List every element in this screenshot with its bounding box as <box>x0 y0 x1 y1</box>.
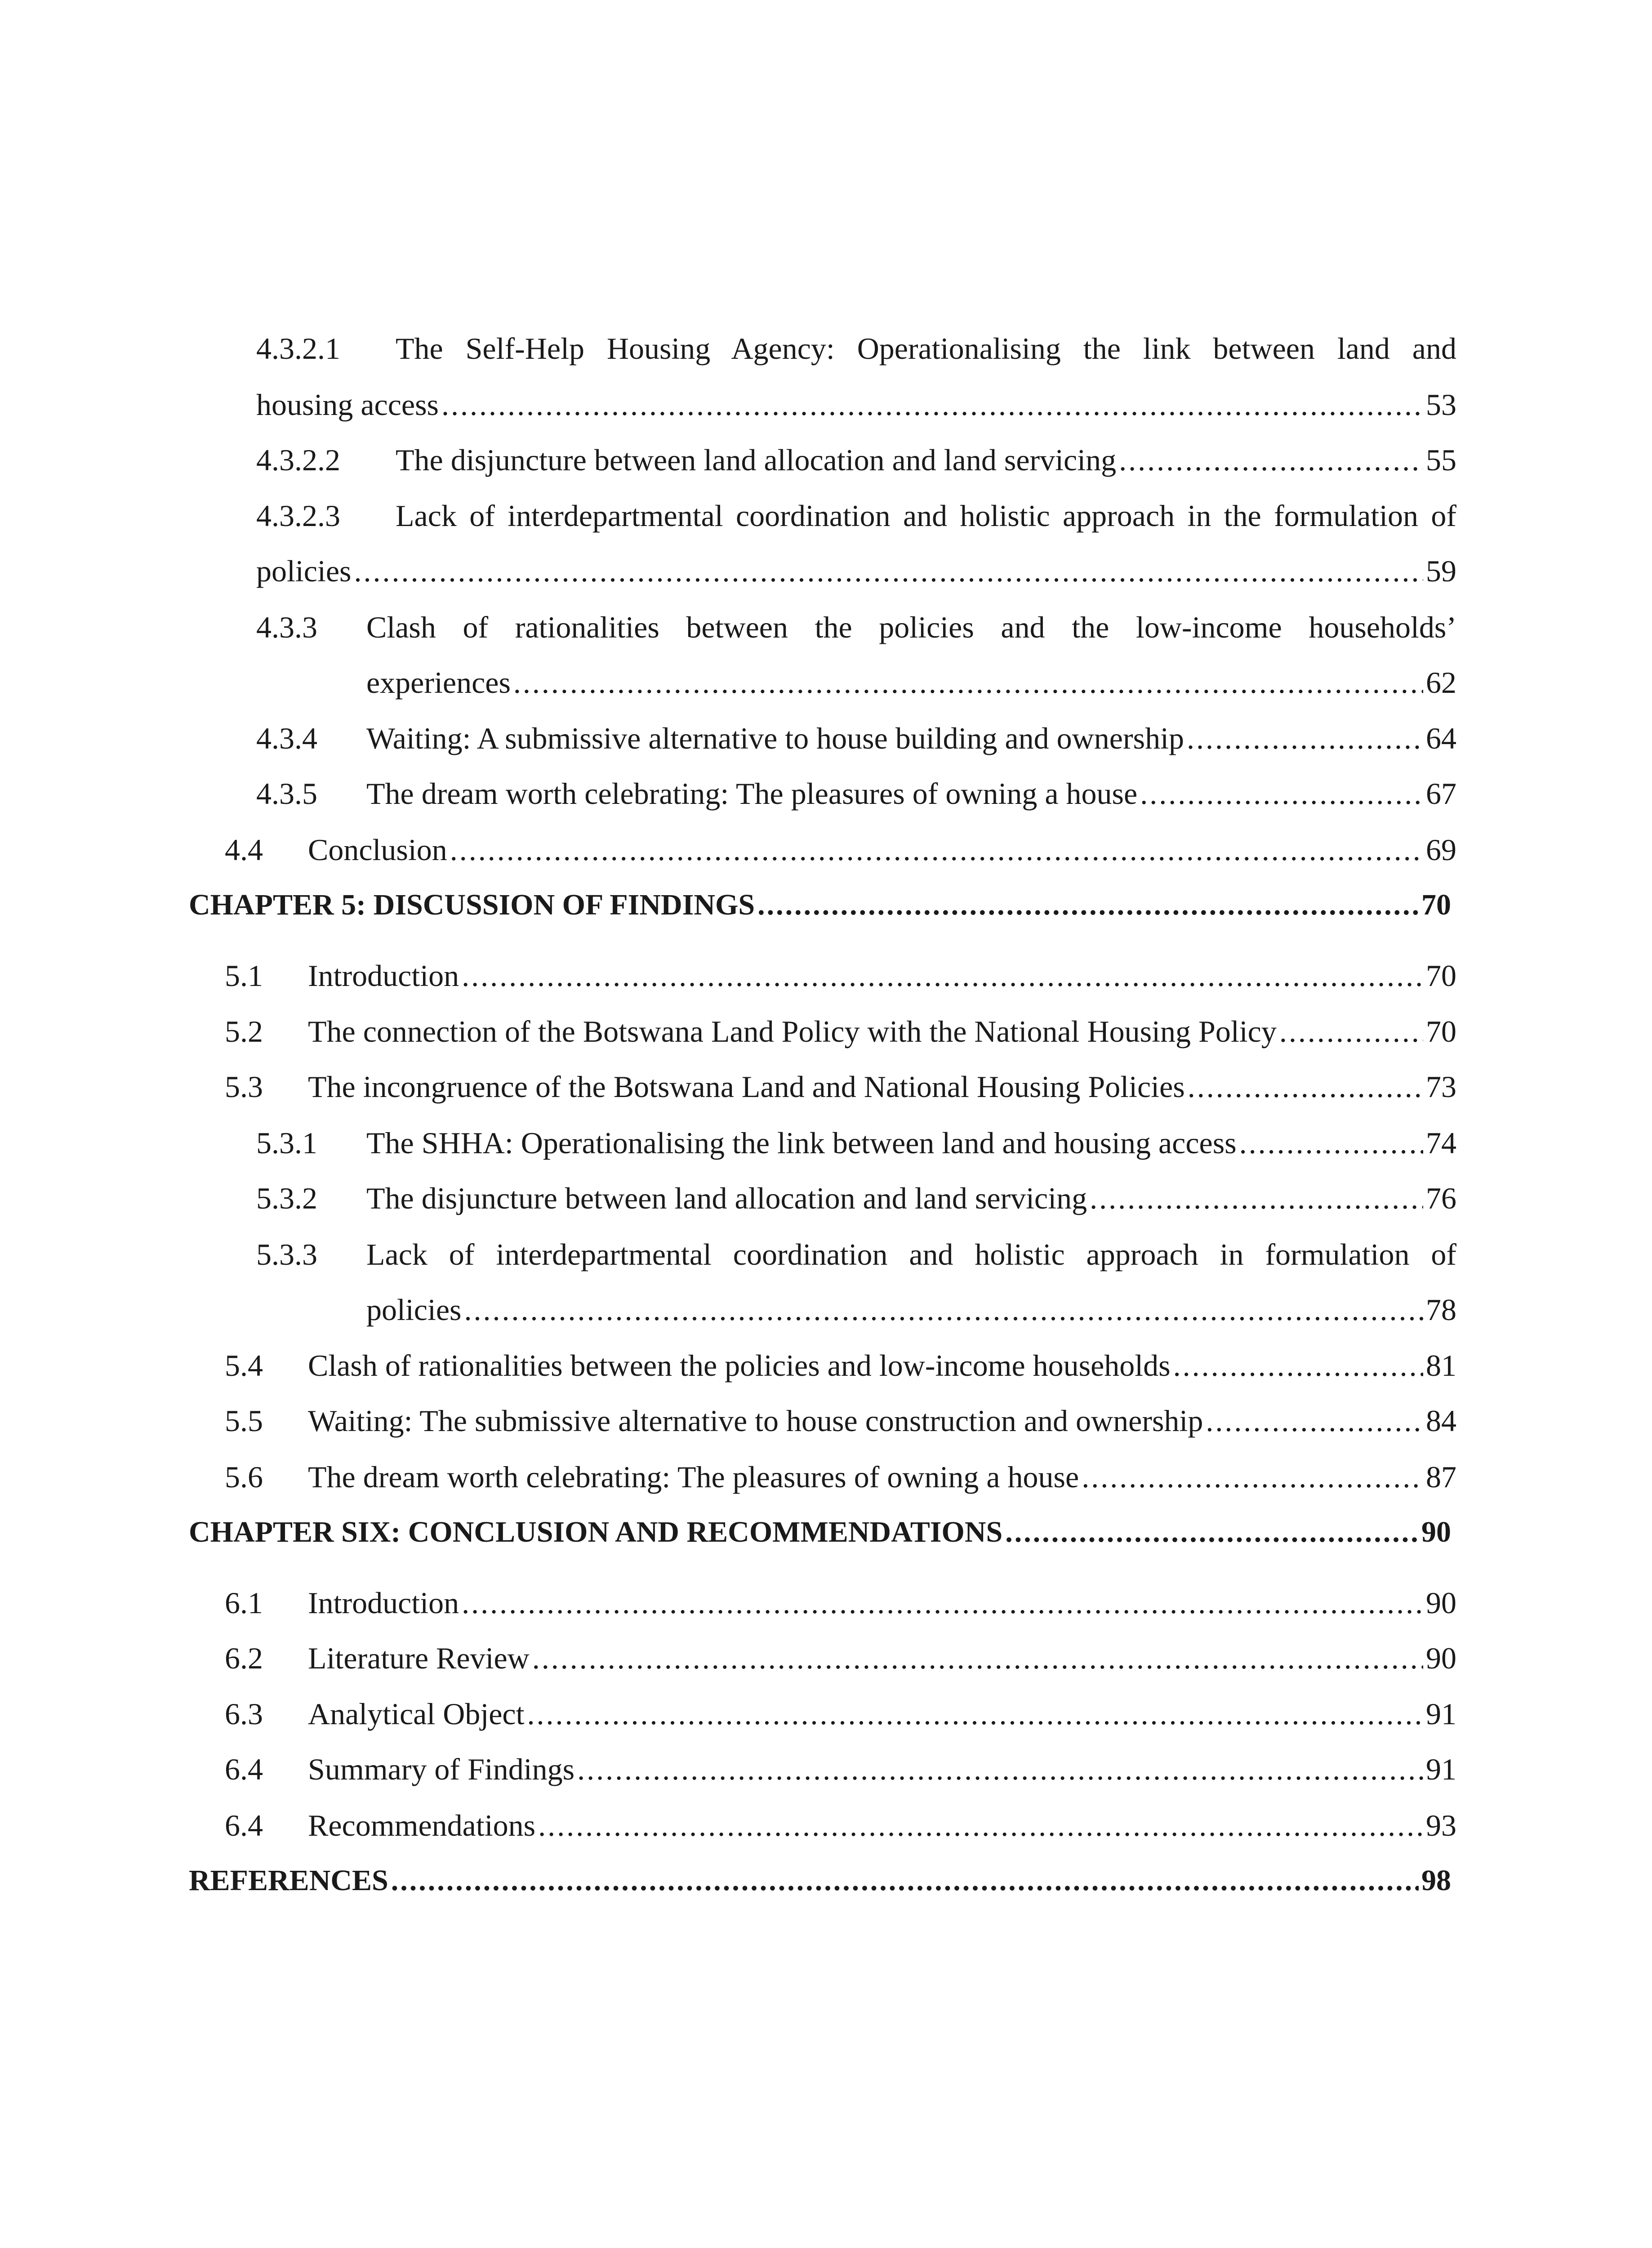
toc-entry-4-3-4[interactable] <box>189 718 1456 758</box>
toc-entry-title-row <box>308 830 1456 870</box>
toc-entry-title-row <box>366 718 1456 758</box>
toc-entry-number: 5.3.3 <box>256 1237 317 1271</box>
toc-entry-title: Conclusion <box>308 833 447 867</box>
toc-page-number: 74 <box>1426 1126 1456 1160</box>
toc-entry-4-4[interactable] <box>189 830 1456 870</box>
toc-entry-number: 4.4 <box>225 833 263 867</box>
toc-entry-title: housing access <box>256 388 439 422</box>
toc-chapter-title: CHAPTER 5: DISCUSSION OF FINDINGS <box>189 888 755 921</box>
toc-page-number: 62 <box>1426 665 1456 700</box>
toc-entry-title: experiences <box>366 665 511 700</box>
toc-entry-title: Literature Review <box>308 1641 530 1675</box>
toc-entry-title: Summary of Findings <box>308 1752 575 1786</box>
toc-entry-5-3-2[interactable] <box>189 1178 1456 1218</box>
toc-entry-number: 5.2 <box>225 1014 263 1048</box>
toc-entry-title: The SHHA: Operationalising the link between land and housing access <box>366 1126 1237 1160</box>
toc-entry-number: 6.4 <box>225 1808 263 1842</box>
toc-entry-6-4-summary[interactable] <box>189 1749 1456 1789</box>
toc-entry-title-row <box>308 1749 1456 1789</box>
dot-leader <box>1188 1066 1423 1107</box>
toc-page-number: 69 <box>1426 833 1456 867</box>
toc-entry-title-row <box>308 1805 1456 1846</box>
toc-entry-5-2[interactable] <box>189 1011 1456 1052</box>
toc-entry-number: 4.3.2.3 <box>256 499 340 533</box>
dot-leader <box>527 1694 1423 1734</box>
toc-entry-4-3-2-2[interactable] <box>189 440 1456 480</box>
toc-entry-number: 6.3 <box>225 1697 263 1731</box>
toc-entry-title-row <box>396 495 1456 536</box>
toc-entry-title-row <box>366 607 1456 647</box>
toc-entry-5-3-1[interactable] <box>189 1123 1456 1163</box>
toc-chapter-6[interactable] <box>189 1512 1451 1552</box>
toc-entry-title: Lack of interdepartmental coordination and holistic approach in the formulation of <box>396 499 1456 533</box>
toc-entry-title-row <box>366 1234 1456 1275</box>
toc-chapter-title: CHAPTER SIX: CONCLUSION AND RECOMMENDATIONS <box>189 1516 1003 1548</box>
toc-entry-title: The Self-Help Housing Agency: Operationalising the link between land and <box>396 331 1456 366</box>
toc-page-number: 67 <box>1426 776 1456 811</box>
toc-entry-number: 5.3.2 <box>256 1181 317 1215</box>
toc-entry-title-row <box>189 1512 1451 1552</box>
toc-entry-number: 6.2 <box>225 1641 263 1675</box>
dot-leader <box>757 885 1419 925</box>
toc-page-number: 55 <box>1426 443 1456 477</box>
toc-entry-5-4[interactable] <box>189 1345 1456 1386</box>
toc-entry-title: Clash of rationalities between the policies and low-income households <box>308 1348 1171 1383</box>
dot-leader <box>577 1749 1423 1789</box>
dot-leader <box>1279 1011 1423 1052</box>
dot-leader <box>1005 1512 1419 1552</box>
toc-entry-title-row <box>308 1066 1456 1107</box>
toc-entry-title-row <box>308 1583 1456 1623</box>
toc-page-number: 73 <box>1426 1070 1456 1104</box>
toc-entry-title-row <box>189 885 1451 925</box>
toc-page-number: 70 <box>1426 1014 1456 1048</box>
dot-leader <box>464 1289 1423 1330</box>
toc-entry-title-row <box>308 955 1456 996</box>
toc-page-number: 81 <box>1426 1348 1456 1383</box>
dot-leader <box>462 955 1423 996</box>
toc-page-number: 76 <box>1426 1181 1456 1215</box>
toc-entry-title: The disjuncture between land allocation and land servicing <box>396 443 1117 477</box>
dot-leader <box>1090 1178 1423 1218</box>
toc-entry-number: 5.5 <box>225 1404 263 1438</box>
toc-entry-4-3-2-1[interactable] <box>189 328 1456 369</box>
toc-entry-title-row <box>308 1457 1456 1497</box>
toc-entry-title-row <box>396 440 1456 480</box>
dot-leader <box>462 1583 1423 1623</box>
toc-entry-title-row <box>366 1289 1456 1330</box>
toc-entry-title: Clash of rationalities between the policies and the low-income households’ <box>366 610 1456 644</box>
toc-entry-title: The disjuncture between land allocation and land servicing <box>366 1181 1087 1215</box>
toc-entry-number: 5.3.1 <box>256 1126 317 1160</box>
toc-entry-title-row <box>308 1345 1456 1386</box>
dot-leader <box>513 662 1423 703</box>
toc-entry-title-row <box>366 1178 1456 1218</box>
toc-entry-number: 4.3.2.2 <box>256 443 340 477</box>
toc-entry-title-row <box>396 328 1456 369</box>
toc-entry-title-row <box>308 1401 1456 1441</box>
dot-leader <box>1239 1123 1423 1163</box>
toc-entry-title: Introduction <box>308 959 459 993</box>
toc-entry-title: Waiting: A submissive alternative to house building and ownership <box>366 721 1184 755</box>
toc-entry-title-row <box>366 662 1456 703</box>
toc-entry-title: Recommendations <box>308 1808 536 1842</box>
toc-entry-number: 4.3.2.1 <box>256 331 340 366</box>
dot-leader <box>450 830 1423 870</box>
toc-entry-title-row <box>366 1123 1456 1163</box>
toc-entry-continuation[interactable] <box>189 384 1456 425</box>
toc-entry-title-row <box>256 551 1456 591</box>
toc-chapter-5[interactable] <box>189 885 1451 925</box>
toc-page-number: 87 <box>1426 1460 1456 1494</box>
toc-entry-5-6[interactable] <box>189 1457 1456 1497</box>
toc-entry-title-row <box>256 384 1456 425</box>
toc-page-number: 90 <box>1426 1586 1456 1620</box>
toc-entry-number: 5.6 <box>225 1460 263 1494</box>
dot-leader <box>441 384 1423 425</box>
toc-entry-4-3-3[interactable] <box>189 607 1456 647</box>
toc-entry-5-3[interactable] <box>189 1066 1456 1107</box>
dot-leader <box>354 551 1423 591</box>
toc-entry-number: 6.4 <box>225 1752 263 1786</box>
toc-entry-title: policies <box>366 1293 462 1327</box>
dot-leader <box>1187 718 1423 758</box>
toc-entry-5-5[interactable] <box>189 1401 1456 1441</box>
toc-entry-title-row <box>308 1011 1456 1052</box>
toc-entry-title: The dream worth celebrating: The pleasures of owning a house <box>308 1460 1079 1494</box>
toc-entry-number: 4.3.3 <box>256 610 317 644</box>
toc-page-number: 90 <box>1421 1516 1451 1548</box>
dot-leader <box>532 1638 1423 1678</box>
table-of-contents <box>189 0 1456 2248</box>
toc-page-number: 59 <box>1426 554 1456 588</box>
toc-entry-number: 5.1 <box>225 959 263 993</box>
toc-entry-title: The incongruence of the Botswana Land and National Housing Policies <box>308 1070 1185 1104</box>
toc-page-number: 70 <box>1426 959 1456 993</box>
toc-entry-number: 6.1 <box>225 1586 263 1620</box>
dot-leader <box>1140 773 1423 814</box>
dot-leader <box>538 1805 1423 1846</box>
toc-entry-title: Analytical Object <box>308 1697 525 1731</box>
toc-chapter-title: REFERENCES <box>189 1864 388 1897</box>
toc-entry-continuation[interactable] <box>189 551 1456 591</box>
toc-entry-5-3-3[interactable] <box>189 1234 1456 1275</box>
toc-entry-title-row <box>308 1638 1456 1678</box>
toc-entry-number: 5.3 <box>225 1070 263 1104</box>
toc-entry-title-row <box>308 1694 1456 1734</box>
toc-page-number: 91 <box>1426 1697 1456 1731</box>
toc-entry-title: The connection of the Botswana Land Policy with the National Housing Policy <box>308 1014 1277 1048</box>
toc-page-number: 84 <box>1426 1404 1456 1438</box>
toc-page-number: 98 <box>1421 1864 1451 1897</box>
toc-entry-6-3[interactable] <box>189 1694 1456 1734</box>
toc-entry-title-row <box>366 773 1456 814</box>
dot-leader <box>391 1860 1419 1901</box>
toc-entry-continuation[interactable] <box>189 1289 1456 1330</box>
toc-entry-6-4-recommendations[interactable] <box>189 1805 1456 1846</box>
toc-entry-title: Lack of interdepartmental coordination and holistic approach in formulation of <box>366 1237 1456 1271</box>
toc-entry-title: The dream worth celebrating: The pleasures of owning a house <box>366 776 1138 811</box>
toc-entry-number: 5.4 <box>225 1348 263 1383</box>
dot-leader <box>1119 440 1423 480</box>
dot-leader <box>1082 1457 1423 1497</box>
toc-entry-number: 4.3.4 <box>256 721 317 755</box>
toc-entry-6-2[interactable] <box>189 1638 1456 1678</box>
toc-page-number: 78 <box>1426 1293 1456 1327</box>
toc-entry-5-1[interactable] <box>189 955 1456 996</box>
toc-entry-6-1[interactable] <box>189 1583 1456 1623</box>
toc-entry-4-3-5[interactable] <box>189 773 1456 814</box>
toc-references[interactable] <box>189 1860 1451 1901</box>
toc-entry-title: policies <box>256 554 352 588</box>
toc-entry-continuation[interactable] <box>189 662 1456 703</box>
toc-page-number: 53 <box>1426 388 1456 422</box>
toc-entry-number: 4.3.5 <box>256 776 317 811</box>
toc-page-number: 64 <box>1426 721 1456 755</box>
toc-page-number: 90 <box>1426 1641 1456 1675</box>
toc-page-number: 91 <box>1426 1752 1456 1786</box>
toc-entry-title: Waiting: The submissive alternative to house construction and ownership <box>308 1404 1203 1438</box>
dot-leader <box>1206 1401 1423 1441</box>
toc-entry-title: Introduction <box>308 1586 459 1620</box>
toc-page-number: 93 <box>1426 1808 1456 1842</box>
toc-entry-title-row <box>189 1860 1451 1901</box>
dot-leader <box>1173 1345 1423 1386</box>
toc-entry-4-3-2-3[interactable] <box>189 495 1456 536</box>
toc-page-number: 70 <box>1421 888 1451 921</box>
